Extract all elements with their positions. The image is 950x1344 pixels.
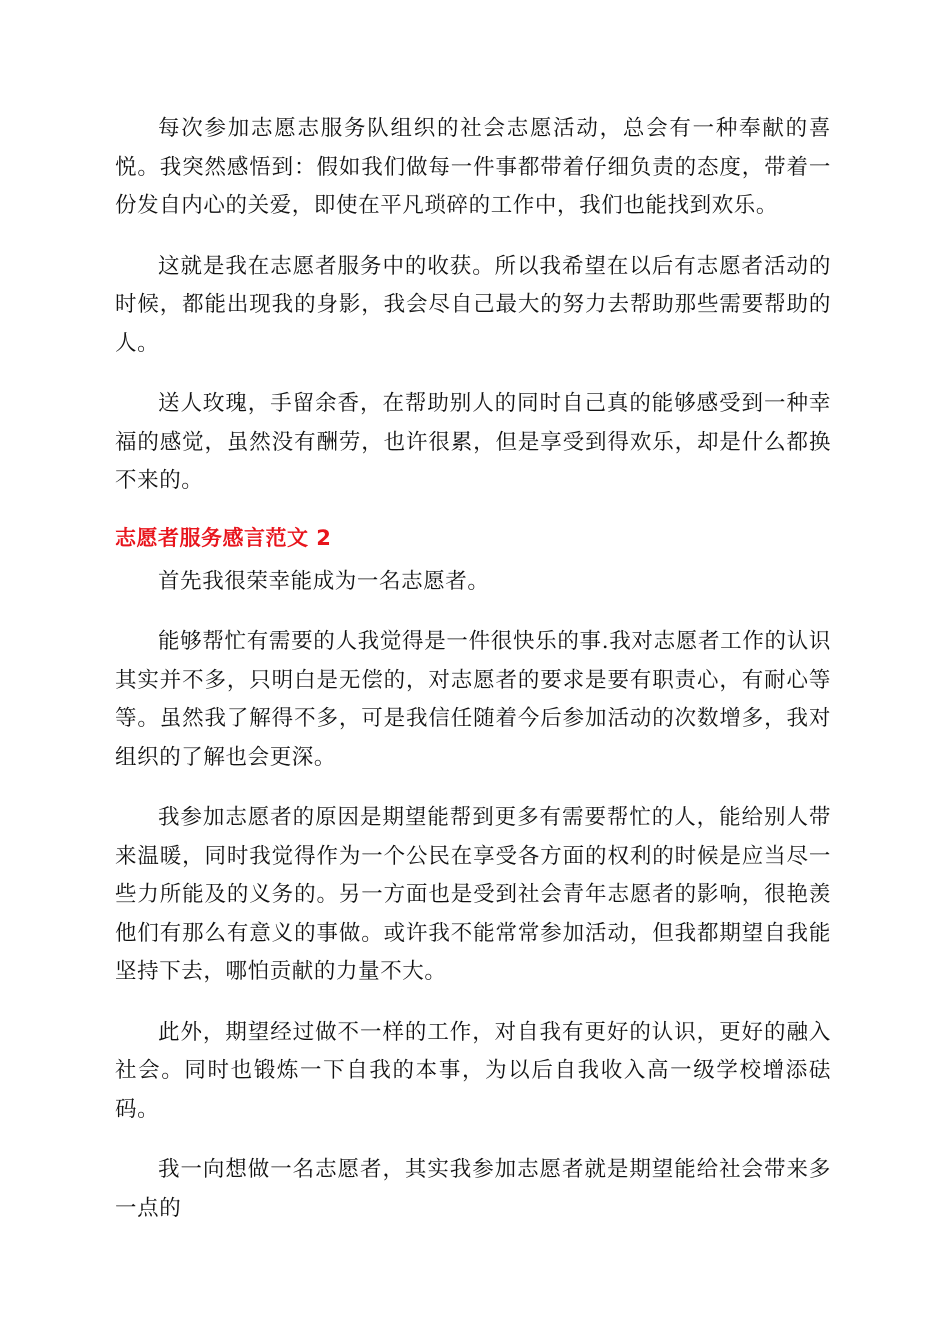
paragraph: 能够帮忙有需要的人我觉得是一件很快乐的事.我对志愿者工作的认识其实并不多，只明白是无偿的，对志愿者的要求是要有职责心，有耐心等等。虽然我了解得不多，可是我信任随着今后参加活动的次数增多，我对组织的了解也会更深。 [115, 629, 831, 770]
paragraph: 此外，期望经过做不一样的工作，对自我有更好的认识，更好的融入社会。同时也锻炼一下自我的本事，为以后自我收入高一级学校增添砝码。 [115, 1019, 831, 1122]
paragraph: 每次参加志愿志服务队组织的社会志愿活动，总会有一种奉献的喜悦。我突然感悟到：假如我们做每一件事都带着仔细负责的态度，带着一份发自内心的关爱，即使在平凡琐碎的工作中，我们也能找到欢乐。 [115, 116, 831, 218]
section-heading: 志愿者服务感言范文 2 [115, 525, 332, 550]
paragraph: 这就是我在志愿者服务中的收获。所以我希望在以后有志愿者活动的时候，都能出现我的身影，我会尽自己最大的努力去帮助那些需要帮助的人。 [115, 253, 831, 356]
paragraph: 我参加志愿者的原因是期望能帮到更多有需要帮忙的人，能给别人带来温暖，同时我觉得作为一个公民在享受各方面的权利的时候是应当尽一些力所能及的义务的。另一方面也是受到社会青年志愿者的影响，很艳羡他们有那么有意义的事做。或许我不能常常参加活动，但我都期望自我能坚持下去，哪怕贡献的力量不大。 [115, 805, 831, 984]
document-page [115, 110, 831, 1250]
paragraph: 我一向想做一名志愿者，其实我参加志愿者就是期望能给社会带来多一点的 [115, 1157, 831, 1221]
paragraph: 首先我很荣幸能成为一名志愿者。 [158, 568, 490, 594]
paragraph: 送人玫瑰，手留余香，在帮助别人的同时自己真的能够感受到一种幸福的感觉，虽然没有酬劳，也许很累，但是享受到得欢乐，却是什么都换不来的。 [115, 391, 831, 493]
